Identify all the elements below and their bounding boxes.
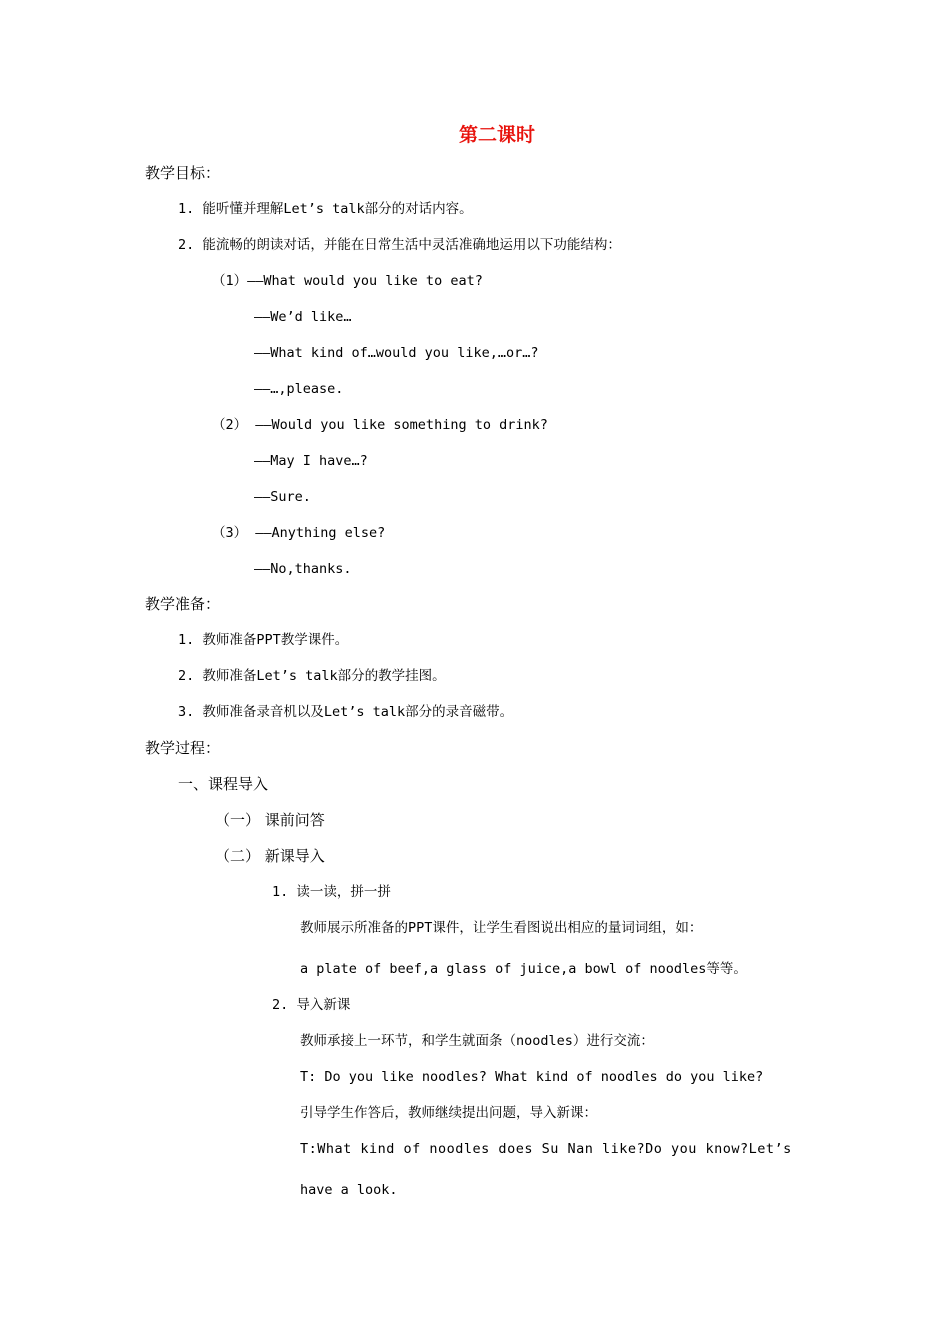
process-subsection-2: （二） 新课导入 — [215, 847, 325, 865]
preparation-heading: 教学准备： — [145, 595, 221, 613]
page-title: 第二课时 — [459, 124, 536, 146]
process-heading: 教学过程： — [145, 739, 221, 757]
step-2-text-1: 教师承接上一环节，和学生就面条（noodles）进行交流： — [300, 1033, 654, 1049]
structure-2-line-1: （2） ——Would you like something to drink? — [212, 417, 548, 433]
step-2-title: 2. 导入新课 — [272, 997, 351, 1013]
preparation-item-3: 3. 教师准备录音机以及Let’s talk部分的录音磁带。 — [178, 704, 514, 720]
step-2-question-1: T: Do you like noodles? What kind of noodles do you like? — [300, 1069, 764, 1085]
structure-1-line-3: ——What kind of…would you like,…or…? — [254, 345, 539, 361]
objectives-heading: 教学目标： — [145, 164, 221, 182]
structure-2-line-2: ——May I have…? — [254, 453, 368, 469]
preparation-item-2: 2. 教师准备Let’s talk部分的教学挂图。 — [178, 668, 446, 684]
preparation-item-1: 1. 教师准备PPT教学课件。 — [178, 632, 349, 648]
objective-item-1: 1. 能听懂并理解Let’s talk部分的对话内容。 — [178, 201, 473, 217]
step-2-question-2-line-2: have a look. — [300, 1182, 398, 1198]
objective-item-2: 2. 能流畅的朗读对话，并能在日常生活中灵活准确地运用以下功能结构： — [178, 237, 621, 253]
step-1-text: 教师展示所准备的PPT课件，让学生看图说出相应的量词词组，如： — [300, 920, 703, 936]
structure-3-line-2: ——No,thanks. — [254, 561, 352, 577]
process-subsection-1: （一） 课前问答 — [215, 811, 325, 829]
process-section-1: 一、课程导入 — [178, 775, 269, 793]
structure-3-line-1: （3） ——Anything else? — [212, 525, 386, 541]
structure-2-line-3: ——Sure. — [254, 489, 311, 505]
structure-1-line-1: （1）——What would you like to eat? — [212, 273, 483, 289]
step-1-example: a plate of beef,a glass of juice,a bowl of noodles等等。 — [300, 961, 747, 977]
structure-1-line-4: ——…,please. — [254, 381, 344, 397]
structure-1-line-2: ——We’d like… — [254, 309, 352, 325]
step-1-title: 1. 读一读，拼一拼 — [272, 884, 391, 900]
step-2-text-2: 引导学生作答后，教师继续提出问题，导入新课： — [300, 1105, 597, 1121]
step-2-question-2-line-1: T:What kind of noodles does Su Nan like?Do you know?Let’s — [300, 1141, 792, 1157]
